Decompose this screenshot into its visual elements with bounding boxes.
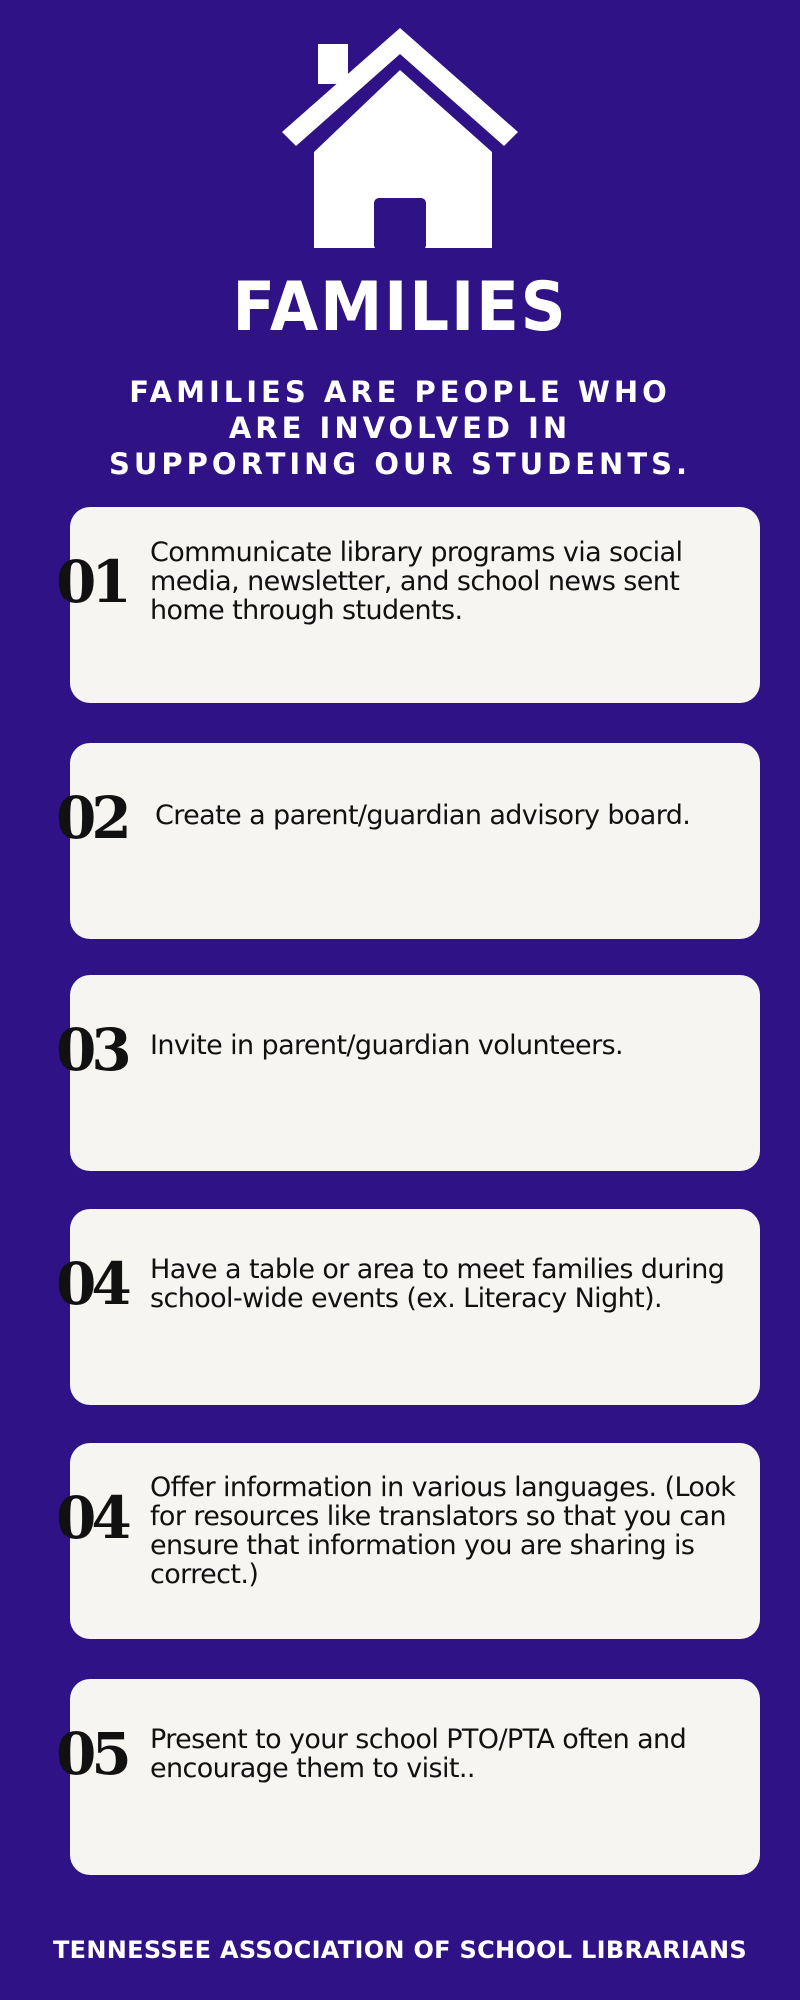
item-number: 05 (56, 1720, 127, 1788)
item-number: 04 (56, 1250, 127, 1318)
item-number: 03 (56, 1016, 127, 1084)
page-title: FAMILIES (232, 268, 568, 347)
item-number: 01 (56, 548, 127, 616)
item-number: 04 (56, 1484, 127, 1552)
page-subtitle: FAMILIES ARE PEOPLE WHO ARE INVOLVED IN SUPPORTING OUR STUDENTS. (108, 375, 692, 481)
item-text: Offer information in various languages. (Look for resources like translators so that you can ensure that information you are sharing is correct.) (150, 1472, 736, 1590)
item-text: Create a parent/guardian advisory board. (155, 800, 691, 831)
item-text: Communicate library programs via social media, newsletter, and school news sent home through students. (150, 537, 683, 626)
footer-organization: TENNESSEE ASSOCIATION OF SCHOOL LIBRARIANS (53, 1936, 747, 1964)
list-item (70, 743, 760, 939)
house-icon (282, 28, 518, 250)
item-text: Present to your school PTO/PTA often and encourage them to visit.. (150, 1724, 687, 1784)
item-text: Invite in parent/guardian volunteers. (150, 1030, 624, 1061)
list-item (70, 975, 760, 1171)
item-text: Have a table or area to meet families during school-wide events (ex. Literacy Night). (150, 1254, 725, 1314)
item-number: 02 (56, 784, 127, 852)
